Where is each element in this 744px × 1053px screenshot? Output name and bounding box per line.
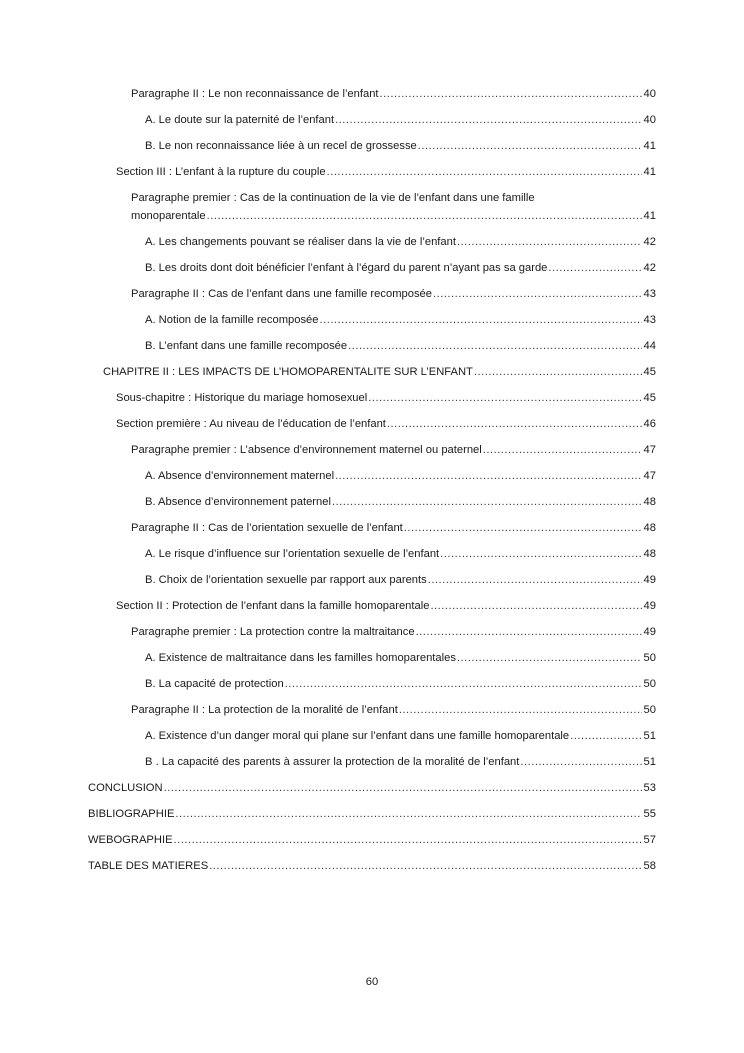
toc-entry-label: WEBOGRAPHIE bbox=[88, 834, 173, 846]
toc-entry-label: B. Le non reconnaissance liée à un recel de grossesse bbox=[145, 140, 417, 152]
toc-entry-page: 55 bbox=[643, 808, 656, 820]
dot-leader bbox=[387, 417, 642, 432]
toc-entry-label: Sous-chapitre : Historique du mariage homosexuel bbox=[116, 392, 368, 404]
toc-entry[interactable] bbox=[0, 443, 744, 469]
toc-line bbox=[131, 521, 656, 536]
toc-entry-page: 46 bbox=[643, 418, 656, 430]
dot-leader bbox=[285, 677, 642, 692]
table-of-contents bbox=[0, 87, 744, 885]
toc-entry-label: CHAPITRE II : LES IMPACTS DE L’HOMOPARENTALITE SUR L’ENFANT bbox=[103, 366, 473, 378]
toc-entry[interactable] bbox=[0, 365, 744, 391]
dot-leader bbox=[320, 313, 642, 328]
toc-entry-label: Paragraphe premier : Cas de la continuation de la vie de l’enfant dans une famille bbox=[131, 192, 535, 204]
toc-line bbox=[145, 729, 656, 744]
toc-line bbox=[131, 625, 656, 640]
toc-line bbox=[145, 755, 656, 770]
dot-leader bbox=[368, 391, 641, 406]
toc-entry-label: Paragraphe II : Cas de l’enfant dans une famille recomposée bbox=[131, 288, 432, 300]
dot-leader bbox=[440, 547, 641, 562]
toc-entry[interactable] bbox=[0, 781, 744, 807]
toc-entry-page: 58 bbox=[643, 860, 656, 872]
toc-entry[interactable] bbox=[0, 521, 744, 547]
toc-entry-page: 40 bbox=[643, 88, 656, 100]
dot-leader bbox=[209, 859, 641, 874]
dot-leader bbox=[457, 651, 642, 666]
toc-entry-page: 41 bbox=[643, 140, 656, 152]
dot-leader bbox=[428, 573, 642, 588]
toc-entry-label: TABLE DES MATIERES bbox=[88, 860, 209, 872]
dot-leader bbox=[335, 469, 641, 484]
dot-leader bbox=[570, 729, 641, 744]
toc-entry-label: Paragraphe premier : L’absence d’environnement maternel ou paternel bbox=[131, 444, 482, 456]
toc-line bbox=[145, 651, 656, 666]
dot-leader bbox=[520, 755, 641, 770]
toc-entry[interactable] bbox=[0, 495, 744, 521]
dot-leader bbox=[404, 521, 642, 536]
toc-entry-label: CONCLUSION bbox=[88, 782, 163, 794]
toc-entry[interactable] bbox=[0, 287, 744, 313]
toc-entry-page: 43 bbox=[643, 314, 656, 326]
toc-entry-label: A. Les changements pouvant se réaliser dans la vie de l’enfant bbox=[145, 236, 456, 248]
toc-entry-label: A. Existence de maltraitance dans les familles homoparentales bbox=[145, 652, 456, 664]
dot-leader bbox=[332, 495, 642, 510]
dot-leader bbox=[483, 443, 642, 458]
toc-entry-label: A. Le risque d’influence sur l’orientation sexuelle de l’enfant bbox=[145, 548, 440, 560]
toc-line bbox=[145, 113, 656, 128]
toc-line bbox=[116, 417, 656, 432]
toc-entry-page: 57 bbox=[643, 834, 656, 846]
toc-entry-label: Section II : Protection de l’enfant dans la famille homoparentale bbox=[116, 600, 430, 612]
dot-leader bbox=[457, 235, 642, 250]
toc-line bbox=[131, 703, 656, 718]
toc-line bbox=[145, 677, 656, 692]
toc-line bbox=[131, 87, 656, 102]
toc-entry-page: 48 bbox=[643, 496, 656, 508]
toc-entry[interactable] bbox=[0, 391, 744, 417]
toc-entry-page: 42 bbox=[643, 236, 656, 248]
toc-entry-page: 45 bbox=[643, 392, 656, 404]
dot-leader bbox=[399, 703, 642, 718]
toc-entry-page: 50 bbox=[643, 704, 656, 716]
toc-line bbox=[116, 165, 656, 180]
toc-line bbox=[88, 859, 656, 874]
dot-leader bbox=[433, 287, 642, 302]
toc-entry-page: 43 bbox=[643, 288, 656, 300]
dot-leader bbox=[174, 833, 642, 848]
toc-entry-page: 48 bbox=[643, 522, 656, 534]
toc-entry-label: B. Choix de l’orientation sexuelle par rapport aux parents bbox=[145, 574, 427, 586]
dot-leader bbox=[474, 365, 642, 380]
dot-leader bbox=[548, 261, 641, 276]
toc-entry[interactable] bbox=[0, 547, 744, 573]
toc-entry-label: Section III : L’enfant à la rupture du couple bbox=[116, 166, 326, 178]
toc-entry-page: 49 bbox=[643, 574, 656, 586]
dot-leader bbox=[207, 209, 642, 224]
toc-line bbox=[131, 209, 656, 224]
toc-entry-page: 49 bbox=[643, 600, 656, 612]
toc-entry-label: Paragraphe II : La protection de la moralité de l’enfant bbox=[131, 704, 398, 716]
toc-entry-label: A. Absence d’environnement maternel bbox=[145, 470, 335, 482]
toc-entry-page: 53 bbox=[643, 782, 656, 794]
toc-entry[interactable] bbox=[0, 139, 744, 165]
dot-leader bbox=[418, 139, 642, 154]
toc-entry-label: BIBLIOGRAPHIE bbox=[88, 808, 175, 820]
toc-entry-page: 48 bbox=[643, 548, 656, 560]
toc-entry[interactable] bbox=[0, 651, 744, 677]
toc-entry[interactable] bbox=[0, 729, 744, 755]
toc-entry[interactable] bbox=[0, 599, 744, 625]
toc-entry-page: 40 bbox=[643, 114, 656, 126]
dot-leader bbox=[380, 87, 642, 102]
toc-entry[interactable] bbox=[0, 191, 744, 235]
toc-entry-page: 45 bbox=[643, 366, 656, 378]
toc-entry-label: A. Le doute sur la paternité de l’enfant bbox=[145, 114, 335, 126]
toc-entry[interactable] bbox=[0, 417, 744, 443]
toc-entry-page: 51 bbox=[643, 730, 656, 742]
toc-line bbox=[88, 833, 656, 848]
dot-leader bbox=[416, 625, 642, 640]
toc-entry-label: B. L’enfant dans une famille recomposée bbox=[145, 340, 348, 352]
dot-leader bbox=[348, 339, 641, 354]
toc-entry-label: B. Les droits dont doit bénéficier l’enfant à l’égard du parent n’ayant pas sa garde bbox=[145, 262, 548, 274]
toc-entry[interactable] bbox=[0, 235, 744, 261]
toc-entry-label: Paragraphe II : Le non reconnaissance de l’enfant bbox=[131, 88, 379, 100]
toc-entry-label: Paragraphe II : Cas de l’orientation sexuelle de l’enfant bbox=[131, 522, 403, 534]
toc-entry-label: A. Notion de la famille recomposée bbox=[145, 314, 319, 326]
toc-line bbox=[145, 495, 656, 510]
toc-entry-page: 41 bbox=[643, 210, 656, 222]
toc-entry-page: 41 bbox=[643, 166, 656, 178]
toc-line bbox=[145, 261, 656, 276]
toc-entry-page: 44 bbox=[643, 340, 656, 352]
toc-line bbox=[145, 573, 656, 588]
toc-entry-label: Paragraphe premier : La protection contre la maltraitance bbox=[131, 626, 415, 638]
toc-entry-page: 47 bbox=[643, 470, 656, 482]
page-number: 60 bbox=[365, 976, 379, 988]
toc-entry-page: 49 bbox=[643, 626, 656, 638]
toc-entry[interactable] bbox=[0, 87, 744, 113]
toc-entry[interactable] bbox=[0, 313, 744, 339]
toc-line bbox=[116, 391, 656, 406]
toc-line bbox=[145, 235, 656, 250]
dot-leader bbox=[335, 113, 641, 128]
toc-entry[interactable] bbox=[0, 677, 744, 703]
toc-entry[interactable] bbox=[0, 703, 744, 729]
toc-entry[interactable] bbox=[0, 339, 744, 365]
toc-line bbox=[88, 781, 656, 796]
toc-entry[interactable] bbox=[0, 113, 744, 139]
toc-entry[interactable] bbox=[0, 469, 744, 495]
toc-line bbox=[131, 287, 656, 302]
toc-entry[interactable] bbox=[0, 833, 744, 859]
dot-leader bbox=[430, 599, 641, 614]
toc-line bbox=[145, 139, 656, 154]
dot-leader bbox=[327, 165, 642, 180]
toc-line bbox=[88, 807, 656, 822]
dot-leader bbox=[175, 807, 641, 822]
toc-line bbox=[145, 313, 656, 328]
toc-entry[interactable] bbox=[0, 165, 744, 191]
toc-entry-label: A. Existence d’un danger moral qui plane sur l’enfant dans une famille homoparentale bbox=[145, 730, 570, 742]
toc-entry[interactable] bbox=[0, 807, 744, 833]
toc-entry-page: 51 bbox=[643, 756, 656, 768]
toc-entry[interactable] bbox=[0, 755, 744, 781]
toc-line bbox=[131, 443, 656, 458]
toc-line bbox=[145, 339, 656, 354]
toc-line bbox=[103, 365, 656, 380]
dot-leader bbox=[164, 781, 642, 796]
toc-line bbox=[145, 469, 656, 484]
toc-entry-label: B. Absence d’environnement paternel bbox=[145, 496, 331, 508]
toc-entry-page: 42 bbox=[643, 262, 656, 274]
toc-entry-label-continued: monoparentale bbox=[131, 210, 206, 222]
toc-entry-label: B . La capacité des parents à assurer la protection de la moralité de l’enfant bbox=[145, 756, 520, 768]
toc-entry-page: 50 bbox=[643, 652, 656, 664]
toc-entry[interactable] bbox=[0, 573, 744, 599]
toc-line bbox=[145, 547, 656, 562]
toc-entry[interactable] bbox=[0, 261, 744, 287]
toc-line bbox=[116, 599, 656, 614]
toc-entry-page: 47 bbox=[643, 444, 656, 456]
toc-entry-label: B. La capacité de protection bbox=[145, 678, 284, 690]
toc-entry-label: Section première : Au niveau de l’éducation de l’enfant bbox=[116, 418, 386, 430]
toc-entry-page: 50 bbox=[643, 678, 656, 690]
toc-entry[interactable] bbox=[0, 859, 744, 885]
toc-entry[interactable] bbox=[0, 625, 744, 651]
